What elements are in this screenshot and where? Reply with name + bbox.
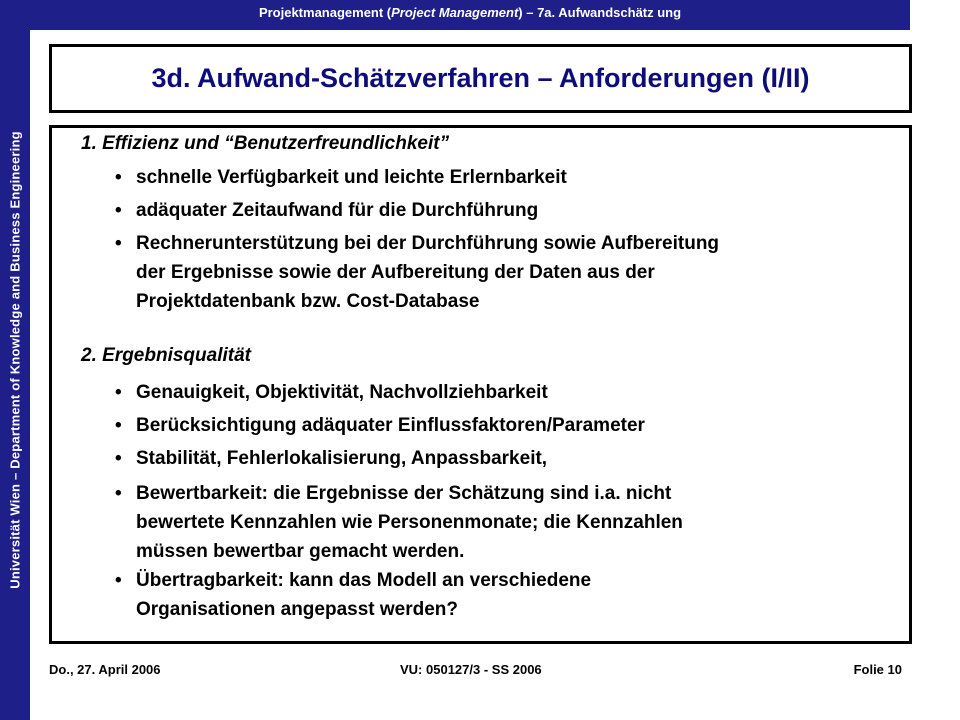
bullet-text: müssen bewertbar gemacht werden. (136, 541, 465, 562)
list-item (115, 479, 683, 566)
list-item (115, 196, 539, 225)
bullet-text: Organisationen angepasst werden? (136, 599, 459, 620)
university-label: Universität Wien – Department of Knowledge and Business Engineering (7, 131, 23, 589)
header-course-title (259, 5, 681, 20)
list-item (115, 411, 645, 440)
header-part2: ) – 7a. Aufwandschätz ung (518, 5, 682, 20)
sidebar-band (0, 0, 30, 720)
list-item (115, 163, 567, 192)
list-item (115, 566, 592, 624)
bullet-text: Stabilität, Fehlerlokalisierung, Anpassbarkeit, (136, 448, 548, 469)
slide-title: 3d. Aufwand-Schätzverfahren – Anforderungen (I/II) (151, 63, 810, 93)
bullet-dot: • (115, 167, 122, 188)
bullet-text: adäquater Zeitaufwand für die Durchführung (136, 200, 539, 221)
bullet-dot: • (115, 448, 122, 469)
bullet-text: schnelle Verfügbarkeit und leichte Erlernbarkeit (136, 167, 567, 188)
header-bar (30, 0, 910, 30)
list-item (115, 378, 548, 407)
slide-content (49, 125, 912, 644)
footer-course: VU: 050127/3 - SS 2006 (400, 662, 542, 677)
bullet-dot: • (115, 415, 122, 436)
bullet-text: Rechnerunterstützung bei der Durchführung sowie Aufbereitung (136, 233, 720, 254)
bullet-dot: • (115, 200, 122, 221)
bullet-text: Berücksichtigung adäquater Einflussfaktoren/Parameter (136, 415, 645, 436)
list-item (115, 229, 720, 316)
bullet-text: Genauigkeit, Objektivität, Nachvollziehbarkeit (136, 382, 548, 403)
bullet-text: Übertragbarkeit: kann das Modell an verschiedene (136, 570, 592, 591)
footer-date: Do., 27. April 2006 (49, 662, 161, 677)
list-item (115, 444, 548, 473)
bullet-text: der Ergebnisse sowie der Aufbereitung der Daten aus der (136, 262, 655, 283)
bullet-dot: • (115, 483, 122, 504)
bullet-text: bewertete Kennzahlen wie Personenmonate; die Kennzahlen (136, 512, 683, 533)
header-part1: Projektmanagement ( (258, 5, 392, 20)
bullet-text: Bewertbarkeit: die Ergebnisse der Schätzung sind i.a. nicht (136, 483, 672, 504)
bullet-dot: • (115, 570, 122, 591)
slide-title-box (49, 44, 912, 113)
section-heading-2: 2. Ergebnisqualität (81, 345, 251, 366)
bullet-dot: • (115, 382, 122, 403)
footer-slide-number: Folie 10 (853, 662, 902, 677)
header-italic: Project Management (391, 5, 519, 20)
section-heading-1: 1. Effizienz und “Benutzerfreundlichkeit” (81, 133, 450, 154)
bullet-dot: • (115, 233, 122, 254)
bullet-text: Projektdatenbank bzw. Cost-Database (136, 291, 480, 312)
